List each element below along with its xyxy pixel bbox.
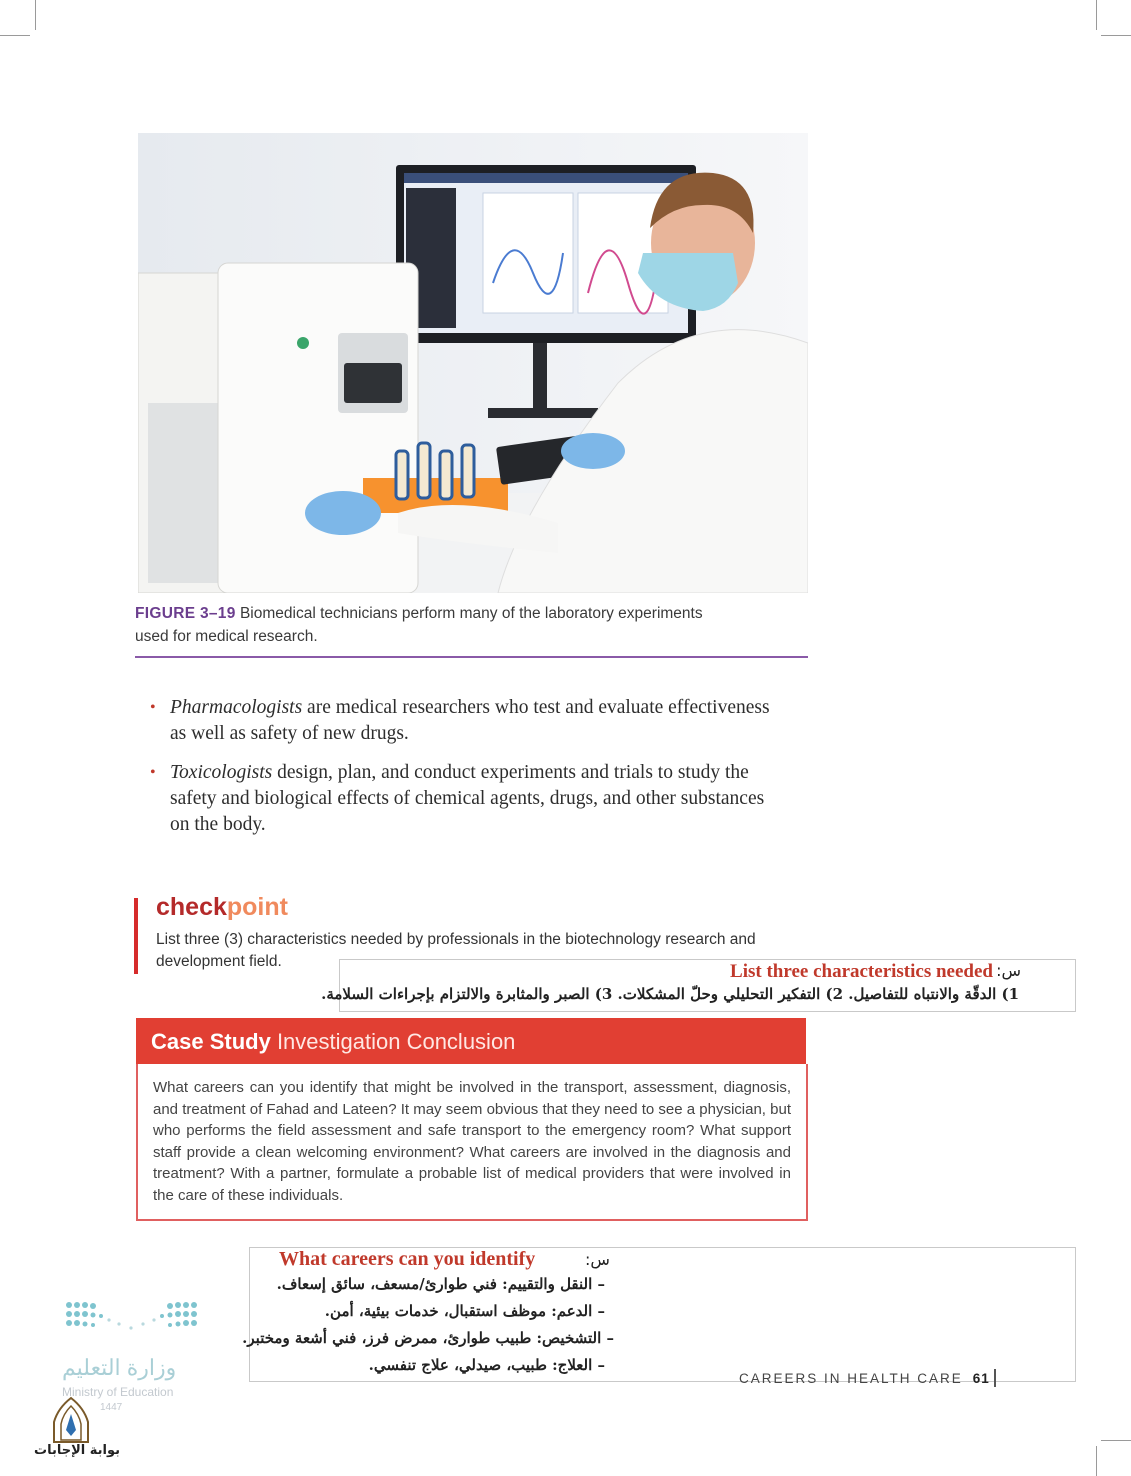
answer-box-checkpoint bbox=[321, 959, 1076, 1012]
footer-divider bbox=[994, 1369, 996, 1387]
watermark-logo-icon bbox=[48, 1396, 94, 1444]
term: Toxicologists bbox=[170, 762, 273, 783]
ministry-year: 1447 bbox=[100, 1402, 123, 1413]
item-text: as well as safety of new drugs. bbox=[170, 723, 409, 744]
crop-mark bbox=[0, 35, 30, 36]
page-number: 61 bbox=[972, 1371, 990, 1386]
list-item bbox=[150, 760, 810, 838]
term: Pharmacologists bbox=[170, 697, 303, 718]
item-text: are medical researchers who test and evaluate effectiveness bbox=[302, 697, 770, 718]
caption-divider bbox=[135, 656, 808, 658]
question-mark-label: :س bbox=[585, 1250, 610, 1269]
checkpoint-title bbox=[156, 893, 288, 922]
caption-line-1: Biomedical technicians perform many of the laboratory experiments bbox=[235, 605, 703, 622]
case-study-subtitle: Investigation Conclusion bbox=[270, 1029, 516, 1054]
question-mark-label: :س bbox=[996, 961, 1021, 980]
answer-question: What careers can you identify bbox=[279, 1248, 536, 1270]
bullet-icon: • bbox=[150, 699, 156, 716]
watermark-text: بوابة الإجابات bbox=[34, 1443, 120, 1458]
checkpoint-title-a: check bbox=[156, 893, 227, 921]
checkpoint-title-b: point bbox=[226, 893, 288, 921]
case-study-body: What careers can you identify that might be involved in the transport, assessment, diagnosis, and treatment of Fahad and Lateen? It may seem obvious that they need to see a physician, but who performs the field assessment and safe transport to the emergency room? What support staff provide a clean welcoming environment? What careers are involved in the diagnosis and treatment? With a partner, formulate a probable list of medical providers that were involved in the care of these individuals. bbox=[153, 1079, 791, 1204]
case-study-title: Case Study bbox=[151, 1029, 271, 1054]
checkpoint-line-2: development field. bbox=[156, 953, 282, 970]
bullet-icon: • bbox=[150, 764, 156, 781]
answer-box-case-study bbox=[242, 1247, 1076, 1382]
answer-line: – العلاج: طبيب، صيدلي، علاج تنفسي. bbox=[368, 1356, 605, 1374]
crop-mark bbox=[35, 0, 36, 30]
item-text: on the body. bbox=[170, 814, 266, 835]
answer-question: List three characteristics needed bbox=[730, 961, 993, 982]
case-study-header bbox=[136, 1018, 806, 1064]
figure-label: FIGURE 3–19 bbox=[135, 605, 236, 622]
list-item bbox=[150, 695, 810, 747]
ministry-arabic: وزارة التعليم bbox=[62, 1355, 177, 1380]
checkpoint-bar bbox=[134, 898, 138, 974]
case-study-box bbox=[136, 1064, 808, 1221]
caption-line-2: used for medical research. bbox=[135, 628, 318, 645]
checkpoint-line-1: List three (3) characteristics needed by professionals in the biotechnology research and bbox=[156, 931, 756, 948]
crop-mark bbox=[1096, 0, 1097, 30]
running-footer bbox=[739, 1371, 990, 1386]
crop-mark bbox=[1101, 1440, 1131, 1441]
crop-mark bbox=[1101, 35, 1131, 36]
item-text: safety and biological effects of chemical agents, drugs, and other substances bbox=[170, 788, 765, 809]
crop-mark bbox=[1096, 1446, 1097, 1476]
answer-line: – الدعم: موظف استقبال، خدمات بيئية، أمن. bbox=[324, 1302, 605, 1320]
running-head: CAREERS IN HEALTH CARE bbox=[739, 1371, 963, 1386]
item-text: design, plan, and conduct experiments and trials to study the bbox=[272, 762, 749, 783]
answer-line: – التشخيص: طبيب طوارئ، ممرض فرز، فني أشعة ومختبر. bbox=[242, 1329, 614, 1347]
ministry-english: Ministry of Education bbox=[62, 1385, 174, 1399]
lab-photo bbox=[138, 133, 808, 593]
ministry-logo-icon bbox=[64, 1300, 199, 1340]
answer-line: – النقل والتقييم: فني طوارئ/مسعف، سائق إسعاف. bbox=[276, 1275, 605, 1293]
bullet-list bbox=[150, 695, 810, 851]
figure-caption bbox=[135, 602, 815, 648]
answer-text: 1) الدقّة والانتباه للتفاصيل. 2) التفكير التحليلي وحلّ المشكلات. 3) الصبر والمثابرة والالتزام بإجراءات السلامة. bbox=[321, 985, 1019, 1003]
